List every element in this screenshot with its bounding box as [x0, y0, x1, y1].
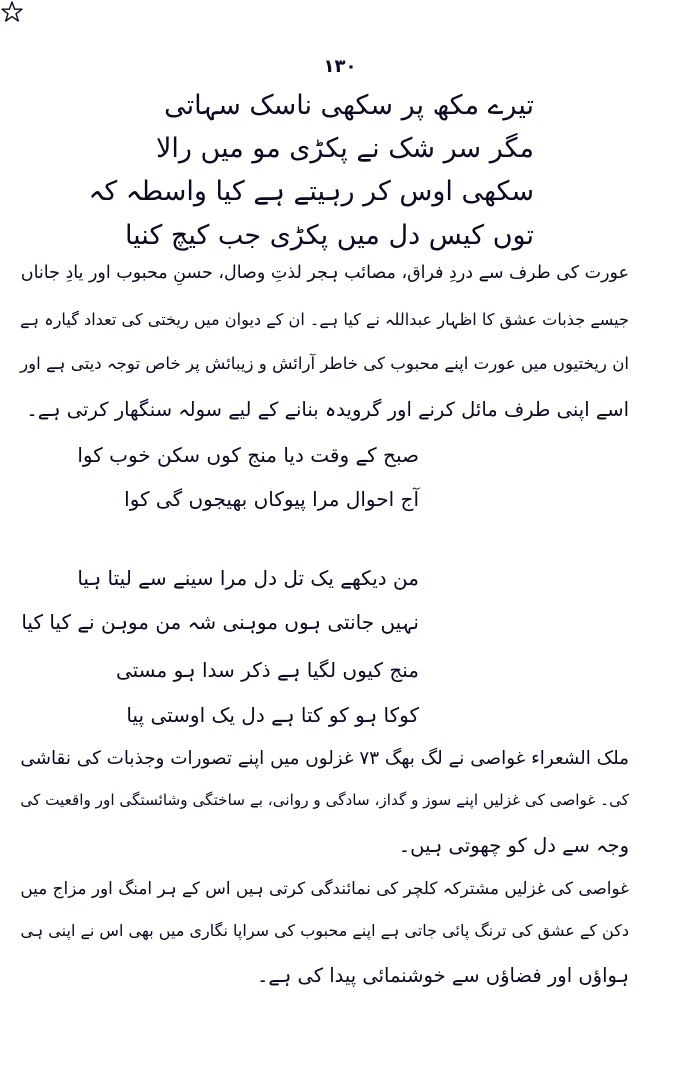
- verse-line: صبح کے وقت دیا منج کوں سکن خوب کوا: [77, 443, 419, 467]
- prose-line: ان ریختیوں میں عورت اپنے محبوب کی خاطر آرائش و زیبائش پر خاص توجہ دیتی ہے اور: [20, 354, 629, 373]
- verse-line: توں کیس دل میں پکڑی جب کیچ کنیا: [124, 220, 534, 251]
- prose-line: ملک الشعراء غواصی نے لگ بھگ ۷۳ غزلوں میں اپنے تصورات وجذبات کی نقاشی: [20, 748, 629, 769]
- verse-line: سکھی اوس کر رہیتے ہے کیا واسطہ کہ: [88, 176, 534, 207]
- prose-line: ہواؤں اور فضاؤں سے خوشنمائی پیدا کی ہے۔: [257, 964, 629, 987]
- star-icon: [0, 0, 24, 24]
- prose-line: دکن کے عشق کی ترنگ پائی جاتی ہے اپنے محبوب کی سراپا نگاری میں بھی اس نے اپنی ہی: [20, 921, 629, 940]
- verse-line: نہیں جانتی ہوں موہنی شہ من موہن نے کیا کیا: [21, 610, 419, 634]
- prose-line: اسے اپنی طرف مائل کرنے اور گرویدہ بنانے کے لیے سولہ سنگھار کرتی ہے۔: [26, 398, 629, 421]
- prose-line: غواصی کی غزلیں مشترکہ کلچر کی نمائندگی کرتی ہیں اس کے ہر امنگ اور مزاج میں: [20, 878, 629, 898]
- verse-line: من دیکھے یک تل دل مرا سینے سے لیتا ہیا: [77, 566, 419, 590]
- prose-line: عورت کی طرف سے دردِ فراق، مصائب ہجر لذتِ وصال، حسنِ محبوب اور یادِ جاناں: [20, 263, 629, 283]
- prose-line: کی۔ غواصی کی غزلیں اپنے سوز و گداز، سادگی و روانی، بے ساختگی وشائستگی اور واقعیت کی: [20, 791, 629, 809]
- verse-line: تیرے مکھ پر سکھی ناسک سہاتی: [164, 90, 534, 121]
- verse-line: منج کیوں لگیا ہے ذکر سدا ہو مستی: [115, 658, 419, 682]
- verse-line: کوکا ہو کو کتا ہے دل یک اوستی پیا: [126, 703, 419, 727]
- verse-line: آج احوال مرا پیوکاں بھیجوں گی کوا: [124, 487, 419, 511]
- page-number: ۱۳۰: [323, 56, 357, 77]
- prose-line: وجہ سے دل کو چھوتی ہیں۔: [398, 834, 629, 857]
- verse-line: مگر سر شک نے پکڑی مو میں رالا: [156, 133, 534, 164]
- prose-line: جیسے جذبات عشق کا اظہار عبداللہ نے کیا ہے۔ ان کے دیوان میں ریختی کی تعداد گیارہ ہے: [20, 310, 629, 329]
